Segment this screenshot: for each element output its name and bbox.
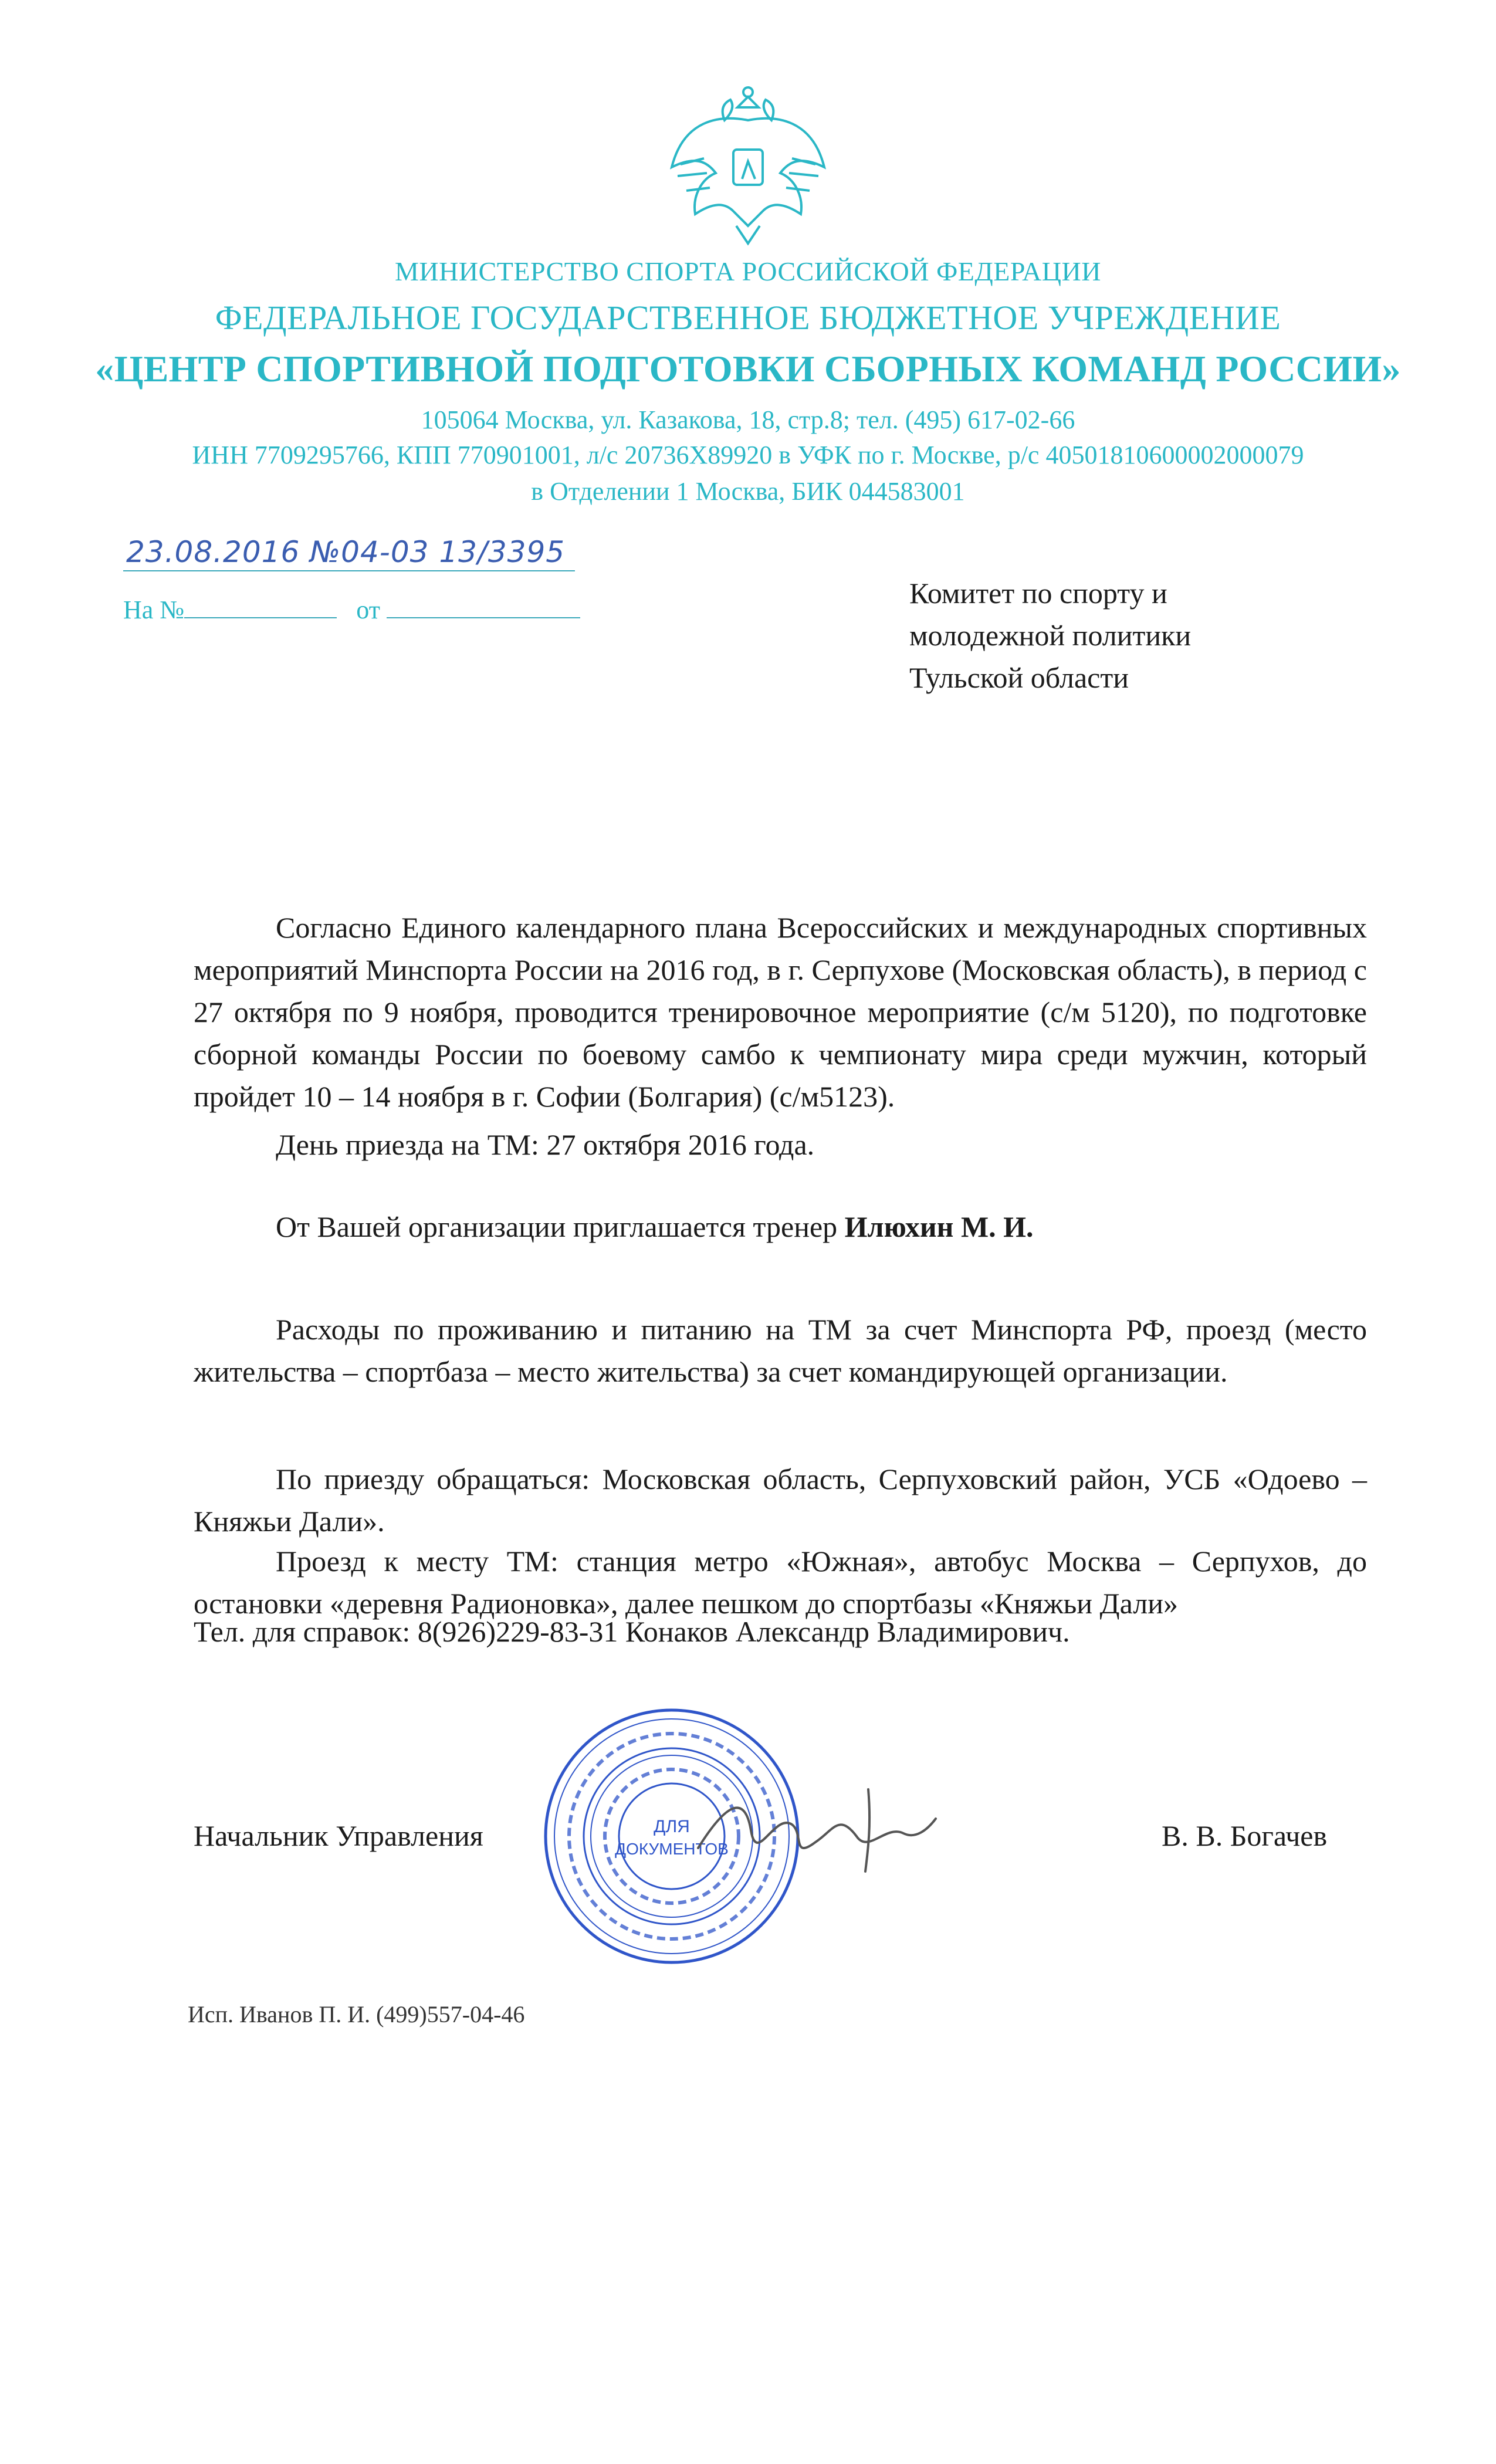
reference-date-label: от	[356, 595, 380, 624]
paragraph-event-info: Согласно Единого календарного плана Всероссийских и международных спортивных мероприятий Минспорта России на 2016 год, в г. Серпухове (Московская область), в период с 27 октября по 9 ноября, проводится тренировочное мероприятие (с/м 5120), по подготовке сборной команды России по боевому самбо к чемпионату мира среди мужчин, который пройдет 10 – 14 ноября в г. Софии (Болгария) (с/м5123).	[194, 911, 1367, 1113]
reference-number-label: На №	[123, 595, 185, 624]
address-line-1: 105064 Москва, ул. Казакова, 18, стр.8; тел. (495) 617-02-66	[421, 405, 1075, 434]
coach-name: Илюхин М. И.	[844, 1210, 1034, 1243]
handwritten-signature	[692, 1778, 939, 1877]
address-line-2: ИНН 7709295766, КПП 770901001, л/с 20736Х89920 в УФК по г. Москве, р/с 40501810600002000079	[192, 441, 1304, 469]
institution-type: ФЕДЕРАЛЬНОЕ ГОСУДАРСТВЕННОЕ БЮДЖЕТНОЕ УЧРЕЖДЕНИЕ	[215, 299, 1281, 337]
executor-info: Исп. Иванов П. И. (499)557-04-46	[188, 2001, 525, 2028]
recipient-line: Тульской области	[909, 661, 1129, 694]
coat-of-arms-icon	[660, 79, 836, 249]
stamp-center-top: ДЛЯ	[654, 1817, 690, 1836]
paragraph-phone: Тел. для справок: 8(926)229-83-31 Конаков Александр Владимирович.	[194, 1615, 1070, 1648]
invitation-text: От Вашей организации приглашается тренер	[276, 1210, 845, 1243]
recipient-line: молодежной политики	[909, 619, 1192, 652]
reference-date-blank	[387, 594, 580, 618]
stamp-center-bottom: ДОКУМЕНТОВ	[615, 1840, 729, 1858]
paragraph-directions: Проезд к месту ТМ: станция метро «Южная», автобус Москва – Серпухов, до остановки «деревня Радионовка», далее пешком до спортбазы «Княжьи Дали»	[194, 1545, 1367, 1620]
recipient-line: Комитет по спорту и	[909, 577, 1167, 610]
paragraph-contact-location: По приезду обращаться: Московская область, Серпуховский район, УСБ «Одоево – Княжьи Дали».	[194, 1463, 1367, 1538]
signatory-position: Начальник Управления	[194, 1819, 483, 1852]
paragraph-invitation	[194, 1206, 1367, 1248]
reference-number-blank	[184, 594, 337, 618]
ministry-name: МИНИСТЕРСТВО СПОРТА РОССИЙСКОЙ ФЕДЕРАЦИИ	[395, 256, 1101, 286]
outgoing-number-handwritten: 23.08.2016 №04-03 13/3395	[126, 535, 566, 569]
organization-name: «ЦЕНТР СПОРТИВНОЙ ПОДГОТОВКИ СБОРНЫХ КОМАНД РОССИИ»	[95, 348, 1401, 390]
paragraph-expenses: Расходы по проживанию и питанию на ТМ за счет Минспорта РФ, проезд (место жительства – спортбаза – место жительства) за счет командирующей организации.	[194, 1313, 1367, 1388]
paragraph-arrival-day: День приезда на ТМ: 27 октября 2016 года.	[276, 1128, 815, 1161]
address-line-3: в Отделении 1 Москва, БИК 044583001	[531, 477, 965, 506]
reference-row	[123, 594, 580, 625]
recipient-block	[909, 572, 1191, 699]
signatory-name: В. В. Богачев	[1162, 1819, 1328, 1852]
registration-underline	[123, 570, 575, 571]
